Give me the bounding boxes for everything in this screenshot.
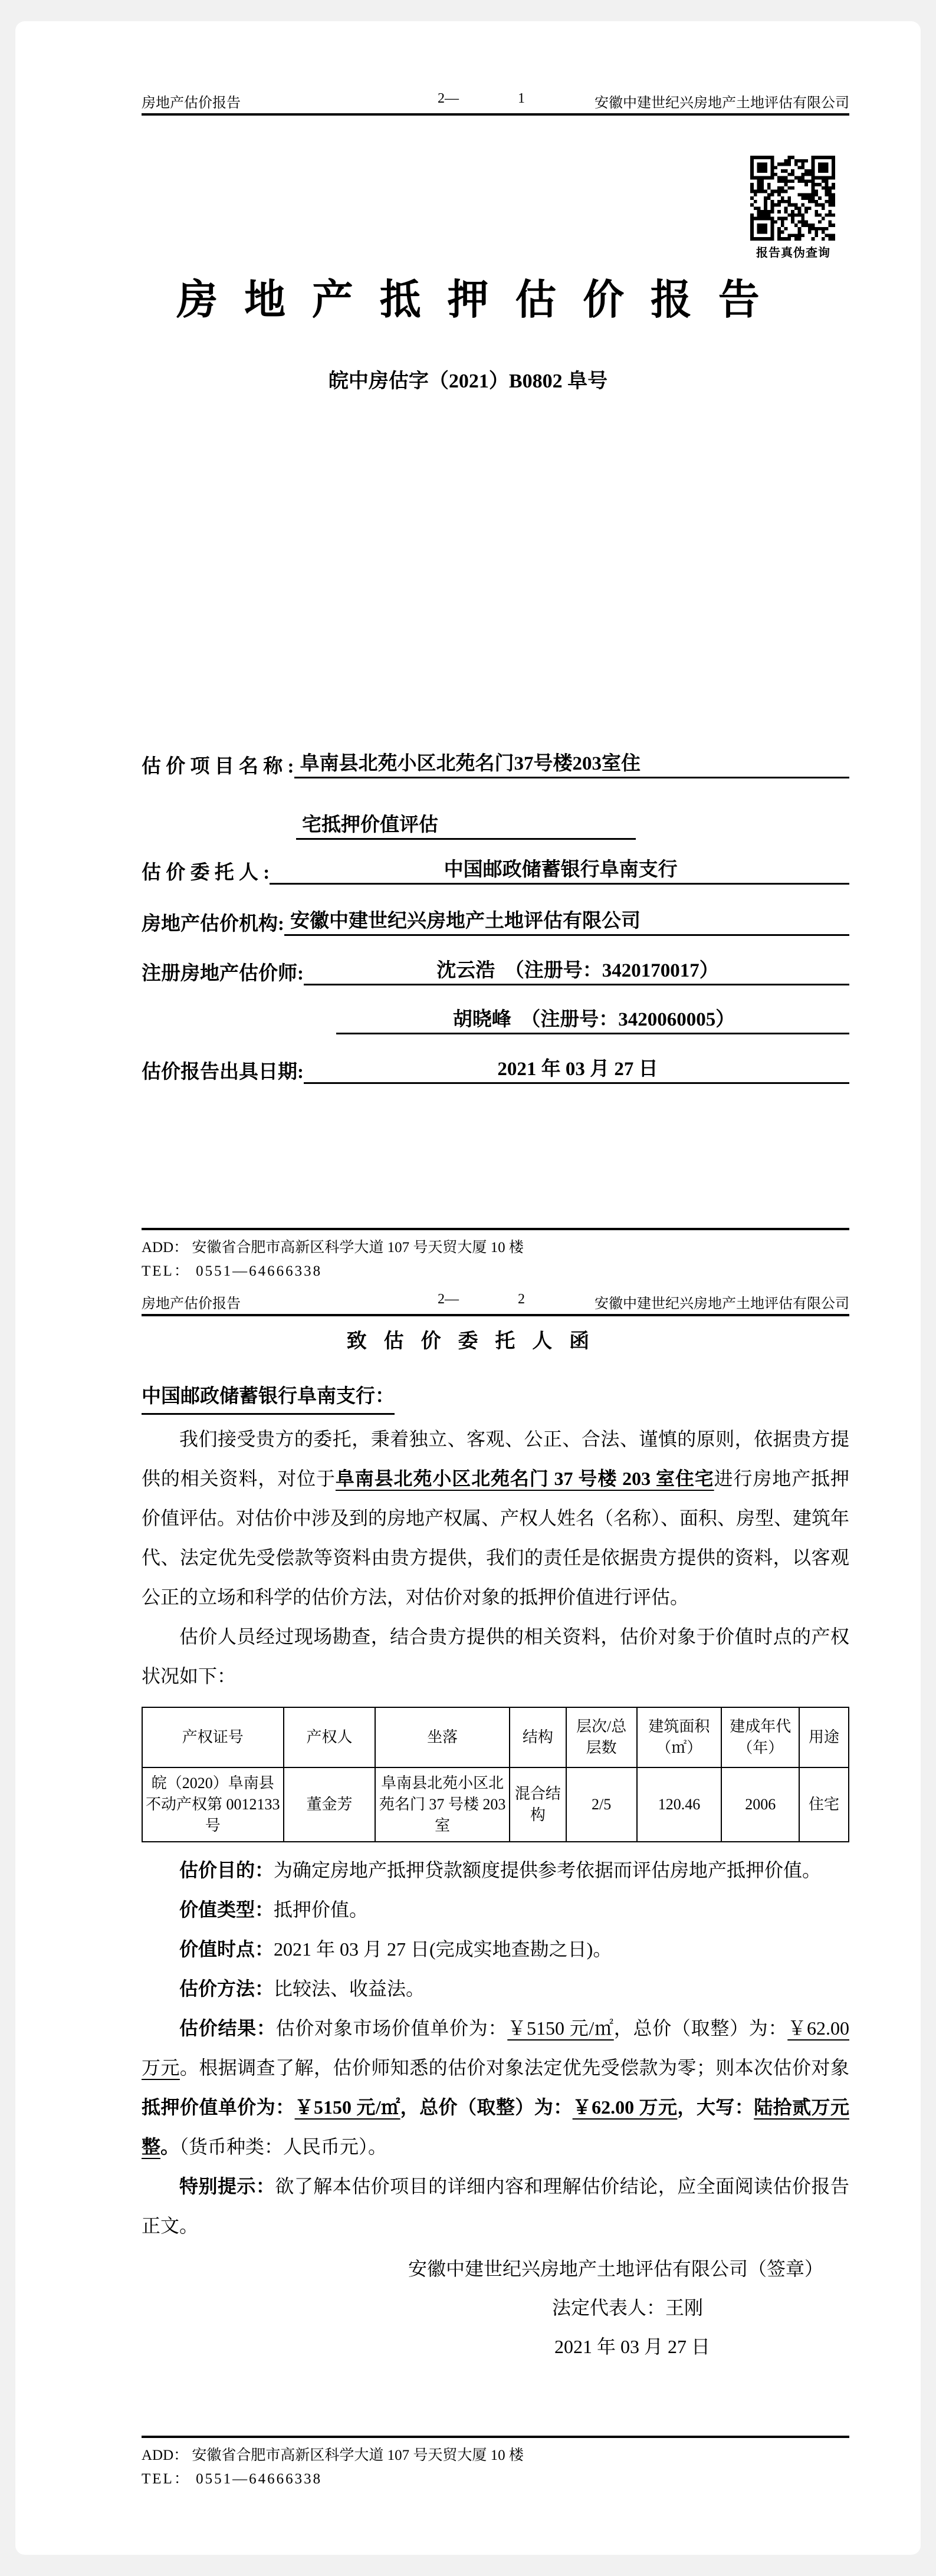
table-cell-owner: 董金芳	[284, 1767, 376, 1842]
field-value: 2021 年 03 月 27 日	[304, 1053, 849, 1084]
report-verification-block	[750, 156, 836, 260]
letter-body	[142, 1376, 849, 2366]
field-appraiser-2	[142, 1003, 849, 1034]
letter-paragraph-1: 我们接受贵方的委托，秉着独立、客观、公正、合法、谨慎的原则，依据贵方提供的相关资料，对位于阜南县北苑小区北苑名门 37 号楼 203 室住宅进行房地产抵押价值评估。对估价中涉及到的房地产权属、产权人姓名（名称）、面积、房型、建筑年代、法定优先受偿款等资料由贵方提供，我们的责任是依据贵方提供的资料，以客观公正的立场和科学的估价方法，对估价对象的抵押价值进行评估。	[142, 1428, 850, 1608]
table-cell-floor: 2/5	[566, 1767, 637, 1842]
total-price-value: ￥62.00 万元	[142, 2018, 849, 2078]
table-cell-year: 2006	[721, 1767, 799, 1842]
running-header-pages-prefix: 2—	[438, 91, 459, 106]
field-value: 宅抵押价值评估	[296, 809, 636, 840]
table-header-cell: 建成年代（年）	[721, 1707, 799, 1767]
signature-date: 2021 年 03 月 27 日	[554, 2336, 711, 2357]
page2-running-header	[142, 1289, 849, 1316]
item-notice: 特别提示：欲了解本估价项目的详细内容和理解估价结论，应全面阅读估价报告正文。	[142, 2176, 849, 2236]
qr-caption: 报告真伪查询	[756, 247, 830, 259]
mortgage-total-price-value: ￥62.00 万元	[572, 2097, 678, 2118]
table-header-cell: 坐落	[375, 1707, 510, 1767]
running-header-doc-type: 房地产估价报告	[142, 1296, 241, 1312]
footer-address: ADD： 安徽省合肥市高新区科学大道 107 号天贸大厦 10 楼	[142, 2447, 524, 2463]
field-label: 估 价 项 目 名 称 :	[142, 756, 294, 777]
running-header-page-number: 2	[518, 1292, 525, 1307]
field-value: 阜南县北苑小区北苑名门37号楼203室住	[294, 748, 850, 778]
footer-address: ADD： 安徽省合肥市高新区科学大道 107 号天贸大厦 10 楼	[142, 1240, 524, 1256]
signature-company: 安徽中建世纪兴房地产土地评估有限公司（签章）	[408, 2258, 824, 2279]
item-value-date: 价值时点：2021 年 03 月 27 日(完成实地查勘之日)。	[179, 1938, 612, 1960]
running-header-company: 安徽中建世纪兴房地产土地评估有限公司	[595, 96, 849, 111]
page1-running-header	[142, 88, 849, 116]
letter-title: 致估价委托人函	[346, 1330, 607, 1352]
table-header-cell: 用途	[799, 1707, 849, 1767]
mortgage-unit-price-value: ￥5150 元/㎡	[294, 2097, 400, 2118]
field-client	[142, 853, 849, 885]
table-header-cell: 结构	[510, 1707, 566, 1767]
running-header-pages-prefix: 2—	[438, 1292, 459, 1307]
field-project-name-line2	[142, 808, 849, 840]
cover-fields	[142, 747, 849, 1084]
table-cell-area: 120.46	[637, 1767, 722, 1842]
field-report-date	[142, 1052, 849, 1084]
table-cell-structure: 混合结构	[510, 1767, 566, 1842]
running-header-company: 安徽中建世纪兴房地产土地评估有限公司	[595, 1296, 849, 1312]
page2-footer	[142, 2436, 849, 2491]
table-header-cell: 产权证号	[142, 1707, 284, 1767]
item-purpose: 估价目的：为确定房地产抵押贷款额度提供参考依据而评估房地产抵押价值。	[179, 1859, 822, 1881]
field-label: 估价报告出具日期:	[142, 1062, 304, 1083]
signature-legal-representative: 法定代表人：王刚	[552, 2297, 704, 2318]
table-cell-certificate-no: 皖（2020）阜南县不动产权第 0012133 号	[142, 1767, 284, 1842]
field-project-name	[142, 747, 849, 778]
letter-paragraph-2: 估价人员经过现场勘查，结合贵方提供的相关资料，估价对象于价值时点的产权状况如下：	[142, 1626, 849, 1687]
table-header-cell: 建筑面积（㎡）	[637, 1707, 722, 1767]
table-row	[142, 1767, 849, 1842]
field-value: 安徽中建世纪兴房地产土地评估有限公司	[284, 905, 849, 936]
table-header-row	[142, 1707, 849, 1767]
table-header-cell: 层次/总层数	[566, 1707, 637, 1767]
property-rights-table	[142, 1707, 849, 1842]
letter-salutation: 中国邮政储蓄银行阜南支行：	[142, 1380, 395, 1415]
table-header-cell: 产权人	[284, 1707, 376, 1767]
field-value: 中国邮政储蓄银行阜南支行	[270, 854, 849, 885]
qr-code-icon	[750, 156, 835, 241]
cover-title: 房地产抵押估价报告	[176, 278, 786, 323]
field-appraiser-1	[142, 954, 849, 985]
page1-footer	[142, 1228, 849, 1283]
footer-telephone: TEL： 0551—64666338	[142, 2471, 323, 2487]
running-header-doc-type: 房地产估价报告	[142, 96, 241, 111]
signature-block	[142, 2249, 849, 2366]
field-value: 沈云浩 （注册号：3420170017）	[304, 955, 849, 985]
item-result: 估价结果：估价对象市场价值单价为：￥5150 元/㎡，总价（取整）为：￥62.00 万元。根据调查了解，估价师知悉的估价对象法定优先受偿款为零；则本次估价对象抵押价值单价为：￥5150 元/㎡，总价（取整）为：￥62.00 万元，大写：陆拾贰万元整。（货币种类：人民币元）。	[142, 2018, 849, 2157]
field-value: 胡晓峰 （注册号：3420060005）	[336, 1004, 849, 1034]
item-value-type: 价值类型：抵押价值。	[179, 1899, 369, 1920]
price-in-words: 陆拾贰万元整	[142, 2097, 849, 2157]
field-label: 房地产估价机构:	[142, 914, 284, 935]
field-label: 注册房地产估价师:	[142, 963, 304, 984]
table-cell-use: 住宅	[799, 1767, 849, 1842]
document-number: 皖中房估字（2021）B0802 阜号	[328, 370, 608, 392]
field-agency	[142, 904, 849, 936]
running-header-page-number: 1	[518, 91, 525, 106]
item-method: 估价方法：比较法、收益法。	[179, 1978, 425, 1999]
table-cell-location: 阜南县北苑小区北苑名门 37 号楼 203 室	[375, 1767, 510, 1842]
footer-telephone: TEL： 0551—64666338	[142, 1263, 323, 1279]
field-label: 估 价 委 托 人 :	[142, 862, 270, 883]
subject-property-text: 阜南县北苑小区北苑名门 37 号楼 203 室住宅	[335, 1468, 714, 1489]
unit-price-value: ￥5150 元/㎡	[507, 2018, 614, 2039]
